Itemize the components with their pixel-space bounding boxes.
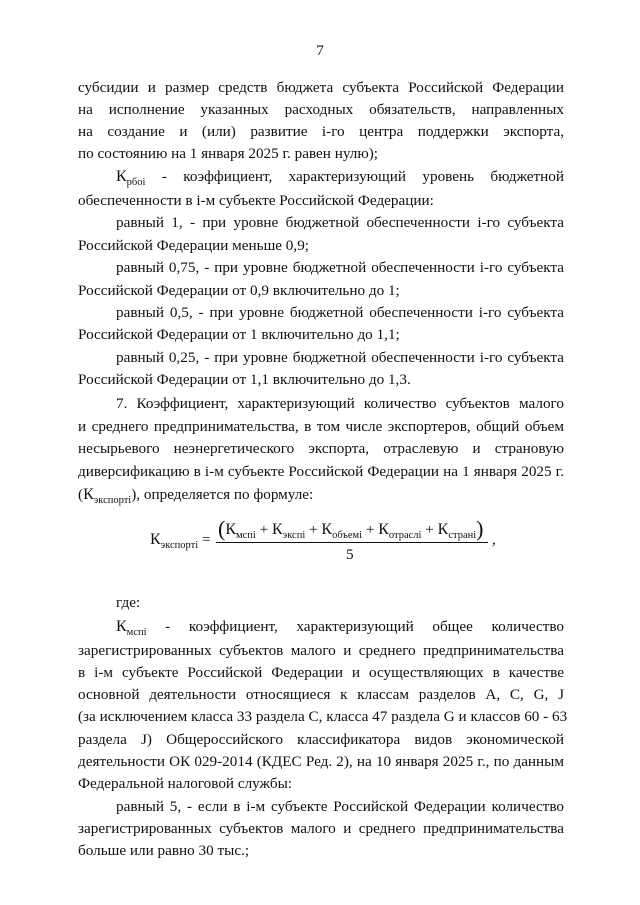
text-line: по состоянию на 1 января 2025 г. равен нулю); [78, 145, 378, 162]
text-line: Российской Федерации меньше 0,9; [78, 237, 310, 254]
text-line: деятельности ОК 029-2014 (КДЕС Ред. 2), на 10 января 2025 г., по данным [78, 753, 564, 770]
text-line: зарегистрированных субъектов малого и среднего предпринимательства [78, 642, 564, 659]
text-line: Российской Федерации от 0,9 включительно до 1; [78, 282, 400, 299]
text-line: равный 0,5, - при уровне бюджетной обеспеченности i-го субъекта [116, 304, 564, 321]
text-line: Российской Федерации от 1 включительно до 1,1; [78, 326, 400, 343]
text-line: (за исключением класса 33 раздела C, класса 47 раздела G и классов 60 - 63 [78, 708, 568, 725]
formula-equals: = [202, 531, 211, 548]
formula-intro-line: $(К_{экспортi})$, определяется по формуле: [78, 486, 314, 506]
formula [150, 516, 510, 566]
text-line: равный 5, - если в i-м субъекте Российской Федерации количество [116, 798, 564, 815]
coef-k-symbol: $К_{рбоi}$ [116, 168, 146, 188]
text-line: равный 0,75, - при уровне бюджетной обеспеченности i-го субъекта [116, 259, 564, 276]
text-line: равный 1, - при уровне бюджетной обеспеченности i-го субъекта [116, 214, 564, 231]
text-line: несырьевого неэнергетического экспорта, отраслевую и страновую [78, 440, 564, 457]
text-line: на создание и (или) развитие i-го центра поддержки экспорта, [78, 123, 564, 140]
formula-numerator: $(К_{мспi} + К_{экспi} + К_{объемi} + К_{отраслi} + К_{странi})$ [218, 516, 484, 541]
text-line: Российской Федерации от 1,1 включительно до 1,3. [78, 371, 411, 388]
text-line: основной деятельности относящиеся к классам разделов A, C, G, J [78, 686, 564, 703]
formula-denominator: 5 [346, 546, 354, 563]
text-line: Федеральной налоговой службы: [78, 775, 292, 792]
formula-lhs: $К_{экспортi}$ [150, 531, 199, 551]
text-line: диверсификацию в i-м субъекте Российской Федерации на 1 января 2025 г. [78, 463, 564, 480]
text-line: в i-м субъекте Российской Федерации и осуществляющих в качестве [78, 664, 564, 681]
text-line: субсидии и размер средств бюджета субъекта Российской Федерации [78, 79, 564, 96]
text-line: обеспеченности в i-м субъекте Российской Федерации: [78, 192, 434, 209]
page-number: 7 [316, 42, 324, 59]
fraction-bar [216, 542, 488, 543]
text-line: зарегистрированных субъектов малого и среднего предпринимательства [78, 820, 564, 837]
text-line: где: [116, 594, 141, 611]
coef-k-symbol: $К_{мспi}$ [116, 618, 147, 638]
text-line: на исполнение указанных расходных обязательств, направленных [78, 101, 564, 118]
definition-line: $К_{мспi}$ - коэффициент, характеризующий общее количество [116, 618, 564, 638]
formula-comma: , [492, 531, 496, 548]
text-line: 7. Коэффициент, характеризующий количество субъектов малого [116, 395, 564, 412]
text-line: больше или равно 30 тыс.; [78, 842, 250, 859]
text-line: раздела J) Общероссийского классификатора видов экономической [78, 731, 564, 748]
definition-line: $К_{рбоi}$ - коэффициент, характеризующий уровень бюджетной [116, 168, 564, 188]
text-line: равный 0,25, - при уровне бюджетной обеспеченности i-го субъекта [116, 349, 564, 366]
text-line: и среднего предпринимательства, в том числе экспортеров, общий объем [78, 418, 564, 435]
